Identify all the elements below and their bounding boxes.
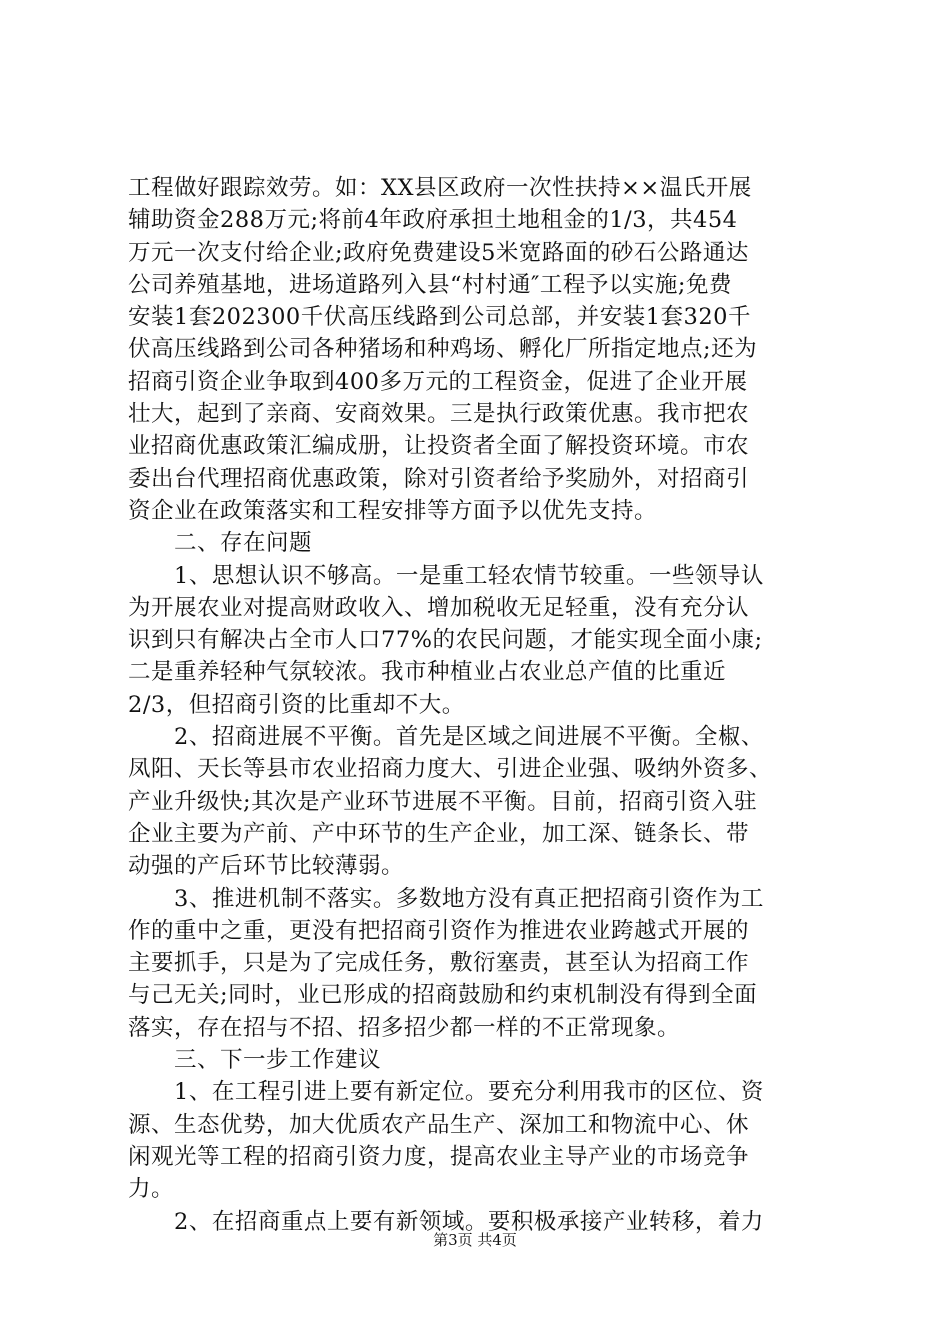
page-footer — [0, 1230, 950, 1250]
text-line: 凤阳、天长等县市农业招商力度大、引进企业强、吸纳外资多、 — [128, 756, 773, 783]
text-line: 作的重中之重，更没有把招商引资作为推进农业跨越式开展的 — [128, 917, 750, 944]
text-line: 动强的产后环节比较薄弱。 — [128, 853, 405, 880]
text-line: 资企业在政策落实和工程安排等方面予以优先支持。 — [128, 497, 658, 524]
text-line: 招商引资企业争取到400多万元的工程资金，促进了企业开展 — [128, 368, 748, 395]
text-line: 2、在招商重点上要有新领域。要积极承接产业转移，着力 — [128, 1208, 764, 1235]
text-line: 工程做好跟踪效劳。如：XX县区政府一次性扶持××温氏开展 — [128, 175, 752, 201]
text-line: 万元一次支付给企业;政府免费建设5米宽路面的砂石公路通达 — [128, 239, 749, 266]
page-number: 第3页 共4页 — [433, 1231, 517, 1249]
text-line: 业招商优惠政策汇编成册，让投资者全面了解投资环境。市农 — [128, 433, 750, 460]
text-line: 公司养殖基地，进场道路列入县“村村通″工程予以实施;免费 — [128, 271, 732, 298]
text-line: 1、在工程引进上要有新定位。要充分利用我市的区位、资 — [128, 1079, 764, 1106]
section-heading: 三、下一步工作建议 — [128, 1047, 382, 1074]
text-line: 识到只有解决占全市人口77%的农民问题，才能实现全面小康; — [128, 627, 763, 654]
text-line: 落实，存在招与不招、招多招少都一样的不正常现象。 — [128, 1014, 681, 1041]
text-line: 为开展农业对提高财政收入、增加税收无足轻重，没有充分认 — [128, 594, 750, 621]
text-line: 企业主要为产前、产中环节的生产企业，加工深、链条长、带 — [128, 820, 750, 847]
text-line: 二是重养轻种气氛较浓。我市种植业占农业总产值的比重近 — [128, 659, 727, 686]
text-line: 委出台代理招商优惠政策，除对引资者给予奖励外，对招商引 — [128, 465, 750, 492]
text-line: 闲观光等工程的招商引资力度，提高农业主导产业的市场竞争 — [128, 1143, 750, 1170]
text-line: 与己无关;同时，业已形成的招商鼓励和约束机制没有得到全面 — [128, 982, 758, 1009]
text-line: 伏高压线路到公司各种猪场和种鸡场、孵化厂所指定地点;还为 — [128, 336, 758, 363]
text-line: 源、生态优势，加大优质农产品生产、深加工和物流中心、休 — [128, 1111, 750, 1138]
text-line: 辅助资金288万元;将前4年政府承担土地租金的1/3，共454 — [128, 207, 738, 234]
text-line: 力。 — [128, 1176, 175, 1203]
text-line: 3、推进机制不落实。多数地方没有真正把招商引资作为工 — [128, 885, 764, 912]
section-heading: 二、存在问题 — [128, 530, 313, 557]
text-line: 2、招商进展不平衡。首先是区域之间进展不平衡。全椒、 — [128, 724, 764, 751]
text-line: 安装1套202300千伏高压线路到公司总部，并安装1套320千 — [128, 304, 751, 331]
text-line: 壮大，起到了亲商、安商效果。三是执行政策优惠。我市把农 — [128, 401, 750, 428]
text-line: 2/3，但招商引资的比重却不大。 — [128, 691, 465, 718]
text-line: 产业升级快;其次是产业环节进展不平衡。目前，招商引资入驻 — [128, 788, 758, 815]
text-line: 1、思想认识不够高。一是重工轻农情节较重。一些领导认 — [128, 562, 764, 589]
text-line: 主要抓手，只是为了完成任务，敷衍塞责，甚至认为招商工作 — [128, 950, 750, 977]
document-body — [128, 172, 828, 1238]
